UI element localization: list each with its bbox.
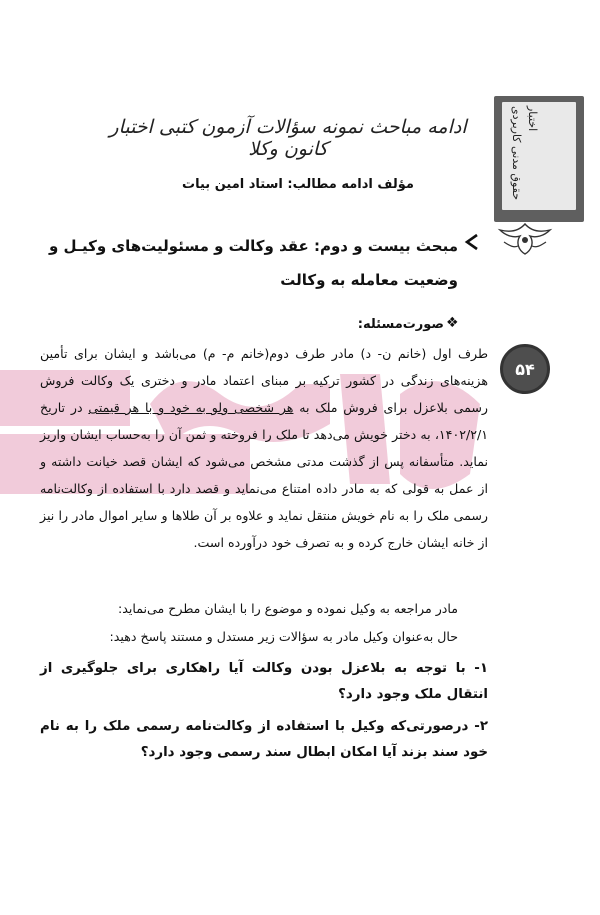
question-1: ۱- با توجه به بلاعزل بودن وکالت آیا راهکاری برای جلوگیری از انتقال ملک وجود دارد؟	[40, 661, 488, 702]
author-line: مؤلف ادامه مطالب: استاد امین بیات	[182, 177, 414, 192]
ornament-icon	[496, 222, 554, 256]
instruction-line: حال به‌عنوان وکیل مادر به سؤالات زیر مستدل و مستند پاسخ دهید:	[109, 629, 458, 644]
topic-heading	[40, 229, 458, 297]
case-paragraph	[40, 340, 488, 556]
page-title: ادامه مباحث نمونه سؤالات آزمون کتبی اختبار کانون وکلا	[109, 116, 467, 160]
side-tab-inner	[502, 102, 576, 210]
case-text-start: طرف اول (خانم ن- د) مادر طرف دوم(خانم م- م) می‌باشد و ایشان برای تأمین هزینه‌های زندگی در کشور ترکیه بر مبنای اعتماد مادر و دختری یک وکالت فروش رسمی بلاعزل برای فروش ملک به	[40, 346, 488, 415]
topic-line-1: مبحث بیست و دوم: عقد وکالت و مسئولیت‌های وکیـل و	[48, 237, 458, 255]
side-tab-line-1: حقوق مدنی کاربردی	[510, 106, 523, 201]
case-heading: صورت‌مسئله:	[357, 317, 444, 332]
side-tab-line-2: اختبار	[526, 106, 539, 132]
chevron-left-icon	[462, 232, 480, 252]
case-text-end: در تاریخ ۱۴۰۲/۲/۱، به دختر خویش می‌دهد تا ملک را فروخته و ثمن آن را به‌حساب ایشان واریز نماید. متأسفانه پس از گذشت مدتی مشخص می‌شود که ایشان قصد خیانت داشته و از عمل به قولی که به مادر داده امتناع می‌نماید و قصد دارد با استفاده از وکالت‌نامه رسمی ملک را به نام خویش منتقل نماید و علاوه بر آن طلاها و سایر اموال مادر را نیز از خانه ایشان خارج کرده و به تصرف خود درآورده است.	[40, 400, 488, 550]
diamond-bullet-icon: ❖	[446, 315, 459, 331]
topic-line-2: وضعیت معامله به وکالت	[280, 271, 458, 289]
question-2: ۲- درصورتی‌که وکیل با استفاده از وکالت‌نامه رسمی ملک را به نام خود سند بزند آیا امکان ابطال سند رسمی وجود دارد؟	[40, 719, 488, 760]
chapter-side-tab	[494, 96, 584, 222]
referral-line: مادر مراجعه به وکیل نموده و موضوع را با ایشان مطرح می‌نماید:	[118, 601, 458, 616]
case-text-underlined: هر شخصی ولو به خود و با هر قیمتی	[88, 400, 294, 415]
page-number-badge	[500, 344, 550, 394]
case-body	[40, 340, 488, 556]
page-number: ۵۴	[515, 359, 535, 379]
